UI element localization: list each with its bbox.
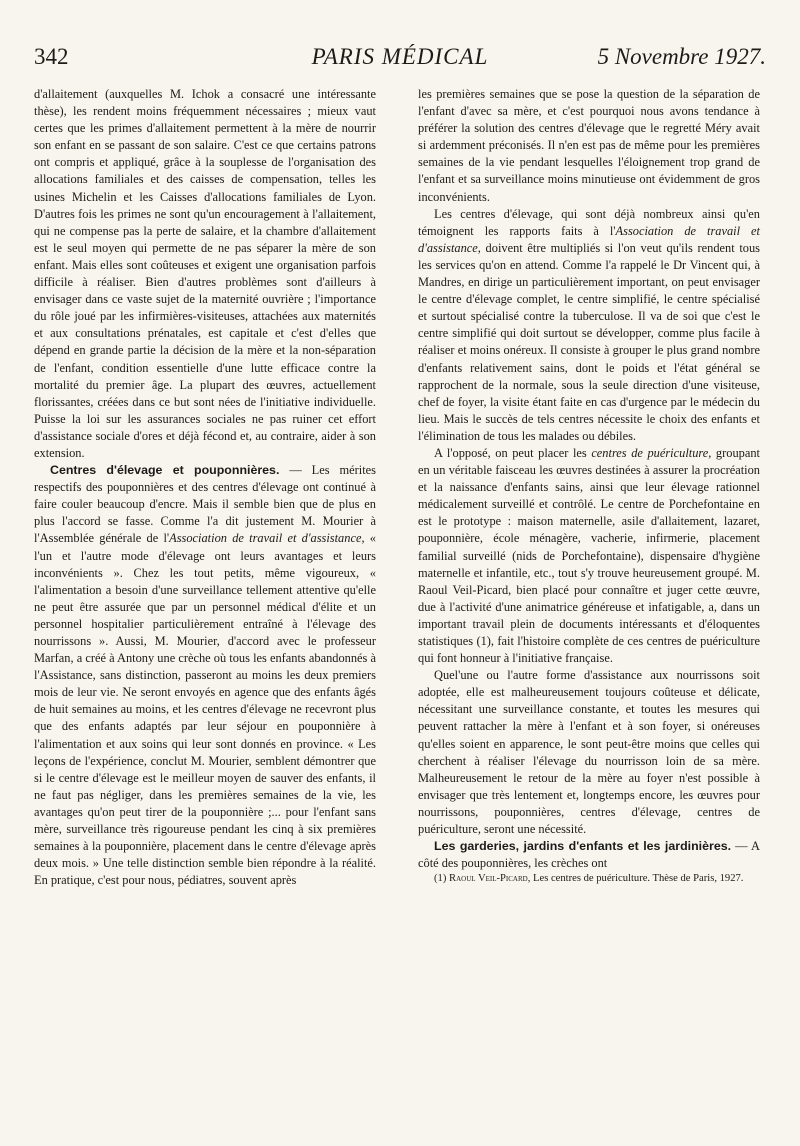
footnote [418,872,760,886]
page-header [34,44,766,78]
paragraph-text: — A côté des pouponnières, les crèches ont [418,839,760,871]
left-column [34,86,376,889]
page-number: 342 [34,44,69,69]
italic-association: Association de travail et d'assistance [169,531,362,546]
paragraph-text: , doivent être multipliés si l'on veut qu'ils rendent tous les services qu'on en attend. Comme l'a rappelé le Dr Vincent qui, à Mandres, en dirige un particulièrement important, on peut envisager le centre d'élevage complet, le centre simplifié, le centre spécialisé et surtout spécialisé contre la tuberculose. Il va de soi que c'est le centre simplifié qui doit surtout se développer, comme plus facile à réaliser et moins onéreux. Il consiste à grouper le plus grand nombre d'enfants relativement sains, dont le poids et l'état général se rapprochent de la normale, sous la seule direction d'une visiteuse, chef de foyer, la visite étant faite en cas d'urgence par le médecin du lieu. Mais le succès de tels centres nécessite le choix des enfants et l'élimination de tous les malades ou débiles. [418,240,760,443]
paragraph-centres-elevage [34,462,376,889]
footnote-text: , Les centres de puériculture. Thèse de Paris, 1927. [527,873,744,885]
paragraph-text: A l'opposé, on peut placer les [434,445,592,460]
paragraph-text: — Les mérites respectifs des pouponnières et des centres d'élevage ont continué à faire couler beaucoup d'encre. Mais il semble bien que de plus en plus l'accord se fasse. Comme l'a dit justement M. Mourier à l'Assemblée générale de l' [34,463,376,546]
paragraph-text: , groupant en un véritable faisceau les œuvres destinées à assurer la procréation et la naissance d'enfants sains, ainsi que leur élevage rationnel médicalement surveillé et contrôlé. Le centre de Porchefontaine en est le prototype : maison maternelle, asile d'allaitement, lazaret, pouponnière, école ménagère, vacherie, infirmerie, placement familial surveillé (nids de Porchefontaine), dispensaire d'hygiène maternelle et infantile, etc., tout s'y trouve heureusement groupé. M. Raoul Veil-Picard, bien placé pour connaître et juger cette œuvre, due à l'activité d'une animatrice généreuse et infatigable, a, dans un important travail plein de documents intéressants et d'éloquentes statistiques (1), fait l'histoire complète de ces centres de puériculture qui font honneur à l'initiative française. [418,445,760,666]
paragraph-text: Les centres d'élevage, qui sont déjà nombreux ainsi qu'en témoignent les rapports faits à l' [418,206,760,238]
paragraph-puericulture [418,445,760,667]
paragraph-allaitement: d'allaitement (auxquelles M. Ichok a consacré une intéressante thèse), les rendent moins fréquemment nécessaires ; mieux vaut certes que les primes d'allaitement permettent à la mère de nourrir son enfant en se passant de son salaire. C'est ce que certains patrons ont compris et appliqué, grâce à la souplesse de l'organisation des allocations familiales et des caisses de compensation, telles les usines Michelin et les Caisses d'allocations familiales de Lyon. D'autres fois les primes ne sont qu'un encouragement à l'allaitement, qui ne compense pas la perte de salaire, et la chambre d'allaitement est le seul moyen qui permette de ne pas séparer la mère de son enfant. Mais elles sont coûteuses et exigent une organisation parfois difficile à réaliser. Bien d'autres problèmes sont d'ailleurs à envisager dans ce vaste sujet de la maternité ouvrière ; l'importance du rôle joué par les infirmières-visiteuses, attachées aux maternités et aux consultations prénatales, est capitale et c'est d'elles que dépend en grande partie la décision de la mère et la non-séparation de l'enfant, condition essentielle d'une lutte efficace contre la mortalité du premier âge. La plupart des œuvres, actuellement florissantes, créées dans ce but sont nées de l'initiative individuelle. Puisse la loi sur les assurances sociales ne pas ruiner cet effort d'assistance sociale d'ores et déjà fécond et, au contraire, aider à son extension. [34,87,376,460]
paragraph-centres-multiplies [418,206,760,445]
footnote-marker: (1) [434,873,450,885]
footnote-author: Raoul Veil-Picard [449,873,528,885]
paragraph-assistance: Quel'une ou l'autre forme d'assistance aux nourrissons soit adoptée, elle est malheureusement toujours coûteuse et délicate, nécessitant une surveillance constante, et toutes les mesures qui peuvent rattacher la mère à l'enfant et à son foyer, si onéreuses qu'elles soient en apparence, le sont peut-être moins que celles qui cherchent à réaliser l'élevage du nourrisson loin de sa mère. Malheureusement le retour de la mère au foyer n'est possible à envisager que très lentement et, longtemps encore, les œuvres pour nourrissons, pouponnières, centres d'élevage, centres de puériculture, seront une nécessité. [418,668,760,837]
paragraph-text: , « l'un et l'autre mode d'élevage ont leurs avantages et leurs inconvénients ». Chez les tout petits, même vigoureux, « l'alimentation a besoin d'une surveillance tellement attentive qu'elle ne peut être assurée que par un personnel médical d'élite et un personnel hospitalier particulièrement entraîné à l'élevage des nourrissons ». Aussi, M. Mourier, d'accord avec le professeur Marfan, a créé à Antony une crèche où tous les enfants abandonnés à l'Assistance, sans distinction, passeront au moins les deux premiers mois de leur vie. Ne seront envoyés en agence que des enfants âgés de huit semaines au moins, et les centres d'élevage ne recevront plus que des enfants adaptés par leur séjour en pouponnière à l'alimentation et aux soins qui leur sont donnés en province. « Les leçons de l'expérience, conclut M. Mourier, semblent démontrer que si le centre d'élevage est le meilleur moyen de sauver des enfants, il ne faut pas négliger, dans les premières semaines de la vie, les avantages qu'on peut tirer de la pouponnière ;... pour l'enfant sans mère, surveillance très rigoureuse pendant les cinq à six premières semaines à la pouponnière, placement dans le centre d'élevage après deux mois. » Une telle distinction semble bien répondre à la réalité. En pratique, c'est pour nous, pédiatres, souvent après [34,531,377,888]
section-heading-garderies: Les garderies, jardins d'enfants et les jardinières. [434,839,732,854]
paragraph-garderies [418,838,760,872]
issue-date: 5 Novembre 1927. [597,44,766,69]
journal-title: PARIS MÉDICAL [311,44,489,69]
section-heading-centres-elevage: Centres d'élevage et pouponnières. [50,463,280,478]
right-column [418,86,760,886]
italic-centres-puericulture: centres de puériculture [591,445,709,460]
italic-association: Association de travail et d'assistance [418,223,760,255]
paragraph-separation: les premières semaines que se pose la question de la séparation de l'enfant d'avec sa mère, et c'est pourquoi nous avons tendance à préférer la solution des centres d'élevage que le regretté Méry avait si ardemment préconisés. Il n'en est pas de même pour les premières semaines de la vie pendant lesquelles l'éloignement trop grand de l'enfant et sa surveillance moins minutieuse ont évidemment de gros inconvénients. [418,87,760,204]
